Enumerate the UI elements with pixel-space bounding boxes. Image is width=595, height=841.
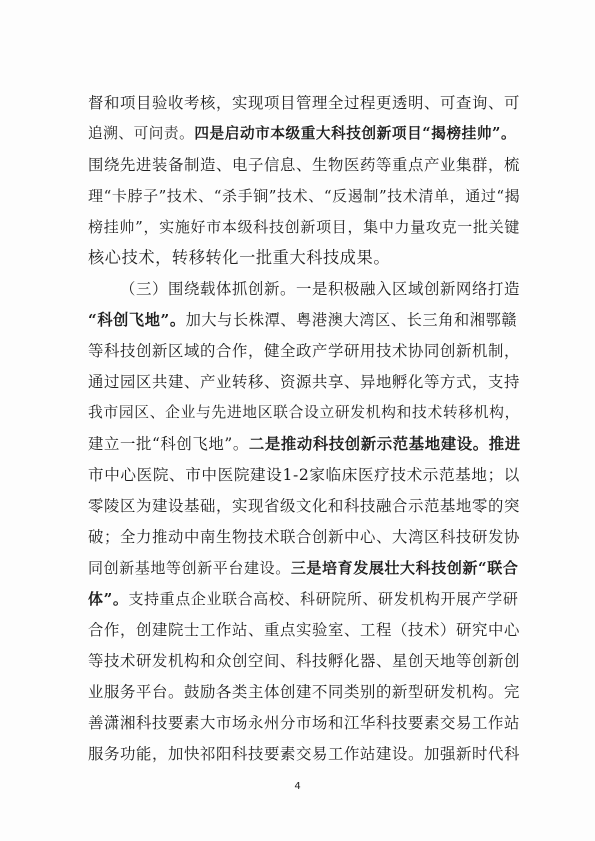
text-run: 服务功能，加快祁阳科技要素交易工作站建设。加强新时代科 xyxy=(88,745,520,763)
body-line-21 xyxy=(88,712,520,734)
text-run: 善潇湘科技要素大市场永州分市场和江华科技要素交易工作站 xyxy=(88,714,520,732)
page-number: 4 xyxy=(294,781,301,792)
body-line-4 xyxy=(88,185,520,207)
text-run: 支持重点企业联合高校、科研院所、研发机构开展产学研 xyxy=(128,590,519,608)
body-line-17 xyxy=(88,588,520,610)
text-run: 核心技术，转移转化一批重大科技成果。 xyxy=(88,248,391,267)
body-line-20 xyxy=(88,681,520,703)
text-run: 市中心医院、市中医院建设1-2家临床医疗技术示范基地；以 xyxy=(88,466,520,484)
text-run: 理“卡脖子”技术、“杀手锏”技术、“反遏制”技术清单，通过“揭 xyxy=(88,187,521,205)
body-line-6 xyxy=(88,247,520,269)
text-run: 建立一批“科创飞地”。 xyxy=(88,435,249,453)
body-line-22 xyxy=(88,743,520,765)
text-run: 合作，创建院士工作站、重点实验室、工程（技术）研究中心 xyxy=(88,621,520,639)
section-heading-line xyxy=(120,278,520,300)
body-line-5 xyxy=(88,216,520,238)
body-line-9 xyxy=(88,340,520,362)
text-run: 同创新基地等创新平台建设。 xyxy=(88,559,291,577)
body-line-3 xyxy=(88,154,520,176)
body-line-16 xyxy=(88,557,520,579)
text-run: 我市园区、企业与先进地区联合设立研发机构和技术转移机构， xyxy=(88,404,520,421)
body-line-1 xyxy=(88,92,520,114)
bold-heading-run: 四是启动市本级重大科技创新项目“揭榜挂帅”。 xyxy=(194,125,517,142)
text-run: 榜挂帅”，实施好市本级科技创新项目，集中力量攻克一批关键 xyxy=(88,218,520,236)
body-line-12 xyxy=(88,433,520,455)
text-run: 通过园区共建、产业转移、资源共享、异地孵化等方式，支持 xyxy=(88,373,520,391)
text-run: 等科技创新区域的合作，健全政产学研用技术协同创新机制， xyxy=(88,342,520,360)
body-line-18 xyxy=(88,619,520,641)
bold-heading-run: 二是推动科技创新示范基地建设。推进 xyxy=(248,435,521,453)
text-run: 围绕先进装备制造、电子信息、生物医药等重点产业集群，梳 xyxy=(88,156,520,174)
body-line-19 xyxy=(88,650,520,672)
body-line-11 xyxy=(88,402,520,424)
body-line-2 xyxy=(88,123,520,145)
bold-heading-run: “科创飞地”。 xyxy=(88,311,186,329)
body-line-8 xyxy=(88,309,520,331)
body-line-14 xyxy=(88,495,520,517)
body-line-10 xyxy=(88,371,520,393)
bold-heading-run: 三是培育发展壮大科技创新“联合 xyxy=(290,559,519,577)
text-run: 督和项目验收考核，实现项目管理全过程更透明、可查询、可 xyxy=(88,94,520,112)
text-run: 业服务平台。鼓励各类主体创建不同类别的新型研发机构。完 xyxy=(88,683,520,701)
text-run: 零陵区为建设基础，实现省级文化和科技融合示范基地零的突 xyxy=(88,497,520,515)
body-line-15 xyxy=(88,526,520,548)
bold-heading-run: 体”。 xyxy=(88,590,129,608)
text-run: （三）围绕载体抓创新。一是积极融入区域创新网络打造 xyxy=(120,280,520,298)
text-run: 等技术研发机构和众创空间、科技孵化器、星创天地等创新创 xyxy=(88,652,520,670)
text-run: 追溯、可问责。 xyxy=(88,125,195,142)
text-run: 破；全力推动中南生物技术联合创新中心、大湾区科技研发协 xyxy=(88,528,520,546)
body-line-13 xyxy=(88,464,520,486)
text-run: 加大与长株潭、粤港澳大湾区、长三角和湘鄂赣 xyxy=(185,311,518,329)
